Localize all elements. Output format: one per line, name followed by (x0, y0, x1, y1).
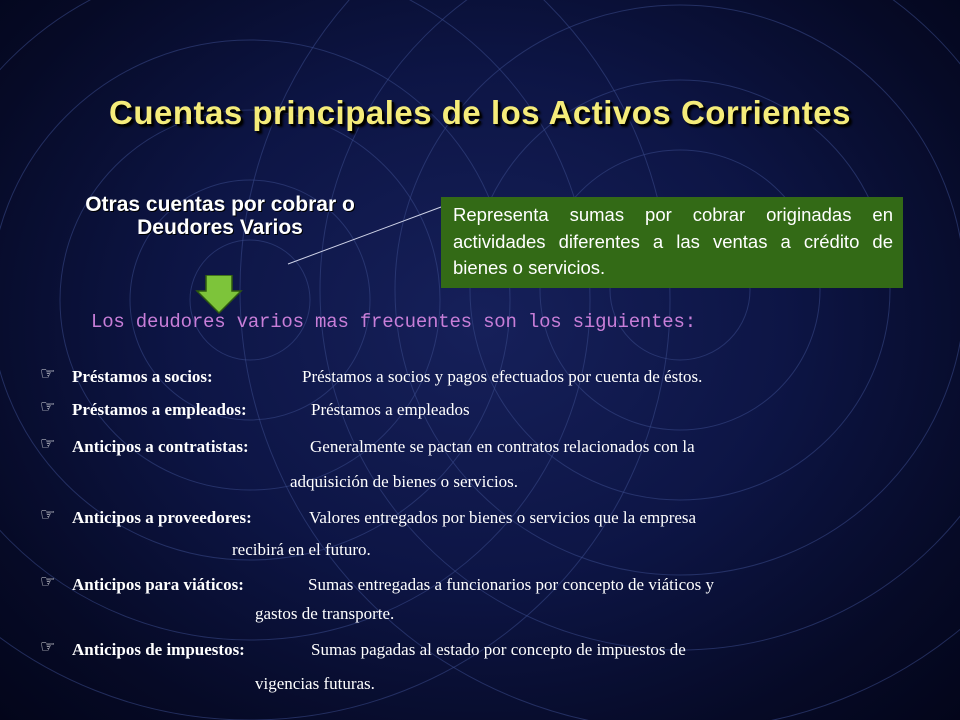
item-continuation: recibirá en el futuro. (232, 540, 371, 559)
item-description: Generalmente se pactan en contratos relacionados con la (310, 437, 695, 456)
item-term: Préstamos a socios: (72, 367, 213, 386)
pointing-hand-icon: ☞ (40, 397, 56, 417)
item-description: Valores entregados por bienes o servicios que la empresa (309, 508, 697, 527)
item-continuation: gastos de transporte. (255, 604, 395, 623)
intro-text: Los deudores varios mas frecuentes son los siguientes: (91, 311, 696, 333)
item-term: Anticipos a contratistas: (72, 437, 249, 456)
item-term: Anticipos para viáticos: (72, 575, 244, 594)
subheading: Otras cuentas por cobrar o Deudores Varios (85, 193, 355, 239)
item-description: Sumas pagadas al estado por concepto de impuestos de (311, 640, 686, 659)
item-description: Préstamos a socios y pagos efectuados por cuenta de éstos. (302, 367, 703, 386)
down-arrow-icon (195, 275, 243, 315)
pointing-hand-icon: ☞ (40, 572, 56, 592)
item-continuation: vigencias futuras. (255, 674, 375, 693)
pointing-hand-icon: ☞ (40, 505, 56, 525)
item-continuation: adquisición de bienes o servicios. (290, 472, 519, 491)
item-term: Anticipos de impuestos: (72, 640, 245, 659)
pointing-hand-icon: ☞ (40, 364, 56, 384)
item-description: Sumas entregadas a funcionarios por concepto de viáticos y (308, 575, 714, 594)
definition-text: Representa sumas por cobrar originadas en actividades diferentes a las ventas a crédito de bienes o servicios. (453, 204, 893, 278)
slide-title: Cuentas principales de los Activos Corrientes (109, 94, 851, 131)
item-term: Préstamos a empleados: (72, 400, 247, 419)
pointing-hand-icon: ☞ (40, 434, 56, 454)
item-term: Anticipos a proveedores: (72, 508, 252, 527)
item-description: Préstamos a empleados (311, 400, 470, 419)
definition-box (441, 197, 903, 288)
pointing-hand-icon: ☞ (40, 637, 56, 657)
